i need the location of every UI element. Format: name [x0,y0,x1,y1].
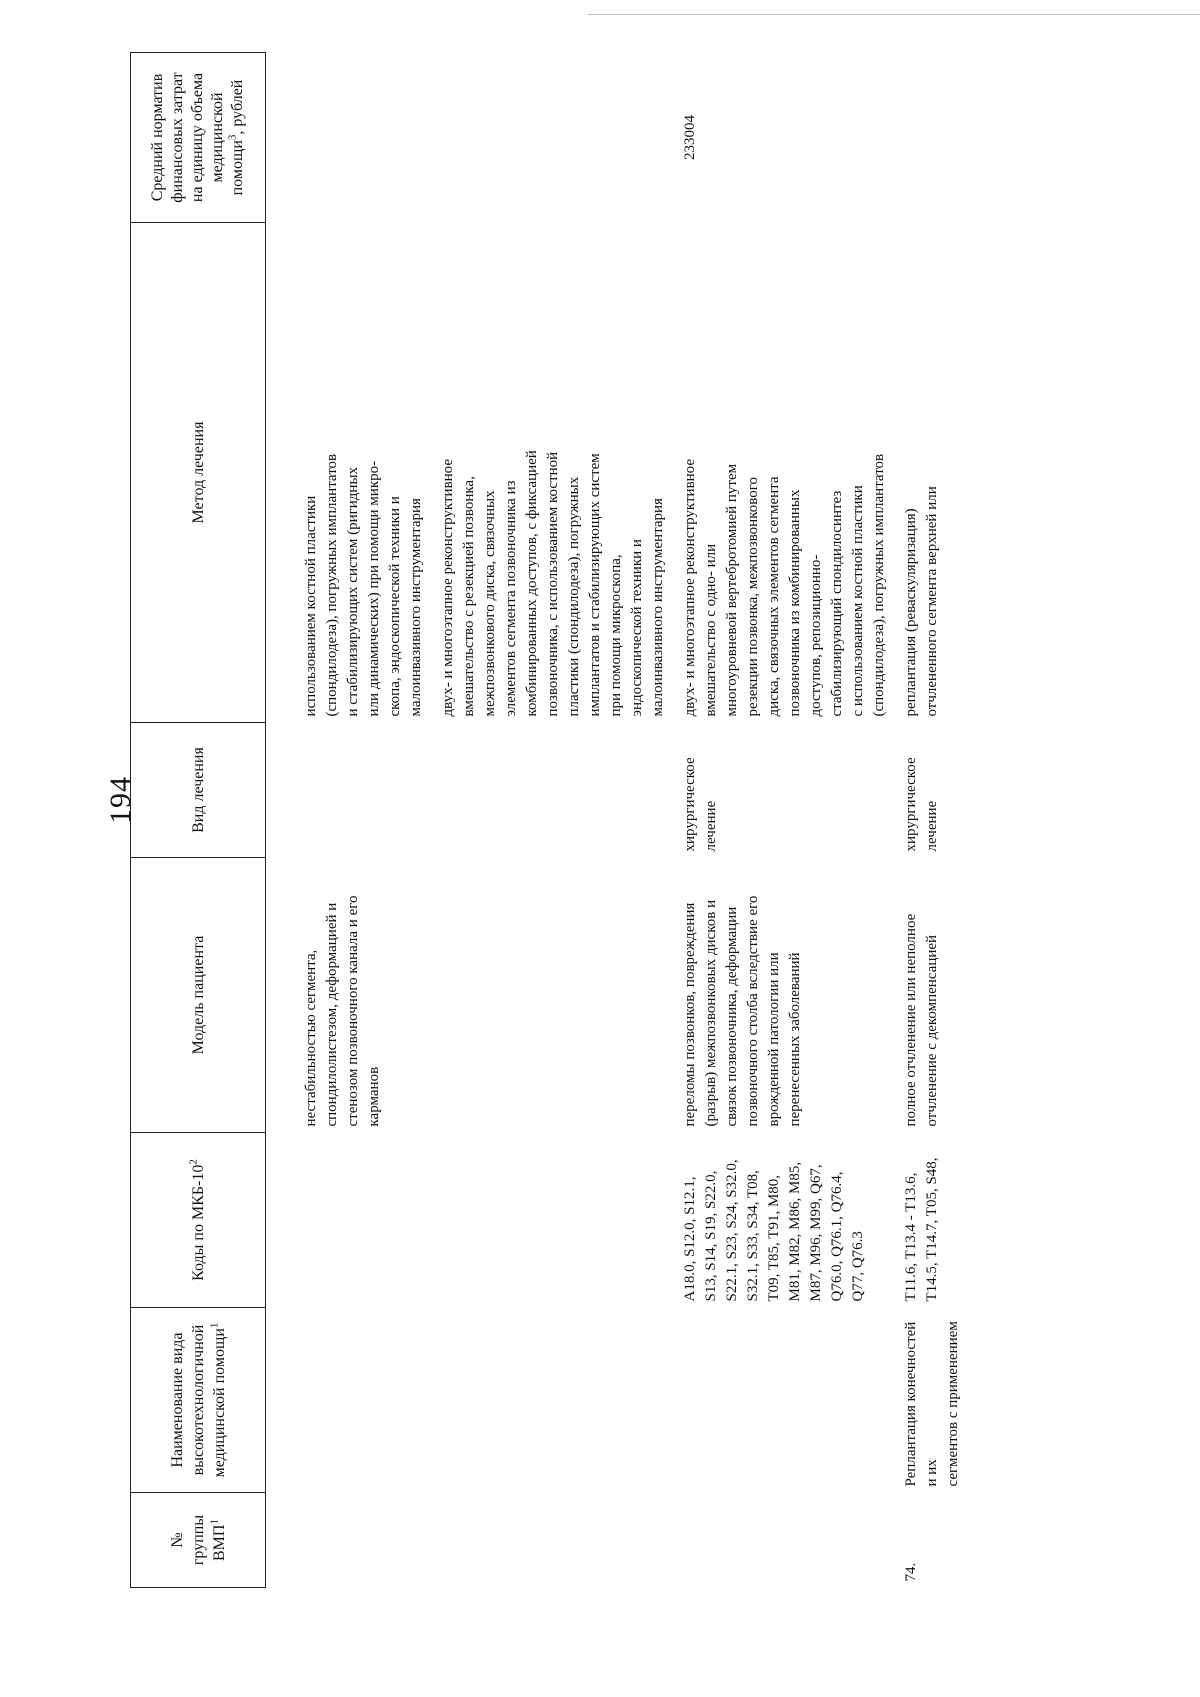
text-line: хирургическое [682,757,698,852]
cell-name [437,1308,669,1493]
text-line: лечение [703,800,719,852]
header-group-no [131,1493,266,1588]
text-line: двух- и многоэтапное реконструктивное [682,458,698,717]
text-line: связок позвоночника, деформации [724,906,740,1127]
text-line: элементов сегмента позвоночника из [503,480,519,717]
cell-method [900,223,964,723]
text-line: (спондилодеза), погружных имплантатов [324,453,340,717]
text-line: реплантация (реваскуляризация) [903,508,919,717]
text-line: S32.1, S33, S34, T08, [745,1170,761,1302]
top-rule [588,14,1200,15]
cell-name [679,1308,890,1493]
text-line: сегментов с применением [945,1321,961,1487]
table-header-row [131,53,266,1588]
cell-treatment [900,723,964,858]
text-line: межпозвонкового диска, связочных [482,490,498,717]
text-line: резекции позвонка, межпозвонкового [745,477,761,717]
text-line: (разрыв) межпозвонковых дисков и [703,899,719,1127]
text-line: или динамических) при помощи микро- [366,460,382,717]
text-line: малоинвазивного инструментария [408,498,424,717]
text-line: M87, M96, M99, Q67, [808,1164,824,1302]
header-name-line: Наименование вида [168,1332,186,1468]
header-cost-line: финансовых затрат [169,72,186,203]
header-codes [131,1133,266,1308]
cell-cost: 233004 [682,115,698,160]
spacer-row [890,53,900,1588]
spacer-row [266,53,301,1588]
cell-model [679,858,890,1133]
text-line: позвоночника из комбинированных [787,489,803,717]
text-line: A18.0, S12.0, S12.1, [682,1176,698,1302]
text-line: доступов, репозиционно- [808,554,824,717]
header-method: Метод лечения [131,223,266,723]
table-row [900,53,964,1588]
table-row [679,53,890,1588]
cell-name [300,1308,427,1493]
text-line: Q77, Q76.3 [850,1231,866,1302]
cell-group-no [300,1493,427,1588]
cell-cost [300,53,427,223]
text-line: пластики (спондилодеза), погружных [566,476,582,717]
header-name-text: медицинской помощи [210,1328,228,1478]
header-name-line: высокотехнологичной [189,1324,207,1476]
text-line: спондилолистезом, деформацией и [324,902,340,1127]
text-line: отчлененного сегмента верхней или [924,486,940,717]
spacer-row [427,53,437,1588]
text-line: отчленение с декомпенсацией [924,934,940,1127]
header-cost-line: Средний норматив [149,73,166,202]
cell-codes [300,1133,427,1308]
header-name-line [209,1314,230,1486]
cell-model [900,858,964,1133]
text-line: скопа, эндоскопической техники и [387,496,403,717]
cell-codes [437,1133,669,1308]
cell-treatment [679,723,890,858]
text-line: имплантатов и стабилизирующих систем [587,453,603,717]
text-line: лечение [924,800,940,852]
text-line: врожденной патологии или [766,952,782,1127]
text-line: позвоночника, с использованием костной [545,451,561,717]
text-line: комбинированных доступов, с фиксацией [524,450,540,717]
cell-treatment [437,723,669,858]
text-line: хирургическое [903,757,919,852]
text-line: S22.1, S23, S24, S32.0, [724,1159,740,1302]
cell-model [300,858,427,1133]
header-cost-line: медицинской [209,92,226,183]
cell-method [437,223,669,723]
cell-treatment [300,723,427,858]
footnote-mark: 1 [208,1519,221,1525]
cell-codes [900,1133,964,1308]
vmp-table [130,52,964,1588]
cell-cost [900,53,964,223]
text-line: полное отчленение или неполное [903,913,919,1127]
text-line: Q76.0, Q76.1, Q76.4, [829,1171,845,1302]
cell-name [900,1308,964,1493]
header-cost-line: на единицу объема [189,72,206,203]
header-cost-line [228,59,248,216]
header-name [131,1308,266,1493]
text-line: диска, связочных элементов сегмента [766,476,782,717]
text-line: малоинвазивного инструментария [650,498,666,717]
text-line: карманов [366,1066,382,1127]
header-cost-text: помощи [229,140,246,196]
text-line: T11.6, T13.4 - T13.6, [903,1172,919,1302]
header-cost [131,53,266,223]
table-row [437,53,669,1588]
header-cost-tail: , рублей [229,79,246,135]
footnote-mark: 1 [208,1322,221,1329]
cell-method [679,223,890,723]
text-line: позвоночного столба вследствие его [745,895,761,1127]
text-line: вмешательство с одно- или [703,543,719,717]
cell-codes [679,1133,890,1308]
spacer-row [669,53,679,1588]
cell-model [437,858,669,1133]
text-line: M81, M82, M86, M85, [787,1161,803,1302]
text-line: вмешательство с резекцией позвонка, [461,476,477,717]
text-line: многоуровневой вертебротомией путем [724,463,740,717]
footnote-mark: 2 [187,1159,200,1165]
header-group-no-line: № [168,1532,186,1548]
text-line: при помощи микроскопа, [608,554,624,717]
text-line: эндоскопической техники и [629,539,645,717]
text-line: использованием костной пластики [303,495,319,717]
cell-group-no: 74. [903,1562,919,1582]
header-group-no-line [209,1499,230,1581]
text-line: (спондилодеза), погружных имплантатов [871,453,887,717]
page-number: 194 [104,776,137,824]
cell-group-no [679,1493,890,1588]
cell-group-no [437,1493,669,1588]
header-codes-text: Коды по МКБ-10 [189,1164,207,1281]
table-row [300,53,427,1588]
text-line: S13, S14, S19, S22.0, [703,1170,719,1302]
text-line: Реплантация конечностей и их [903,1321,940,1487]
header-group-no-text: ВМП [210,1524,228,1561]
cell-cost [437,53,669,223]
cell-method [300,223,427,723]
text-line: и стабилизирующих систем (ригидных [345,466,361,717]
header-model: Модель пациента [131,858,266,1133]
text-line: переломы позвонков, повреждения [682,902,698,1127]
rotated-page [60,40,1140,1600]
text-line: T09, T85, T91, M80, [766,1174,782,1302]
text-line: двух- и многоэтапное реконструктивное [440,458,456,717]
text-line: T14.5, T14.7, T05, S48, [924,1157,940,1302]
header-treatment: Вид лечения [131,723,266,858]
text-line: стабилизирующий спондилосинтез [829,490,845,717]
header-group-no-line: группы [189,1514,207,1566]
text-line: стенозом позвоночного канала и его [345,895,361,1127]
footnote-mark: 3 [226,134,239,141]
text-line: нестабильностью сегмента, [303,949,319,1127]
text-line: с использованием костной пластики [850,485,866,717]
text-line: перенесенных заболеваний [787,952,803,1127]
